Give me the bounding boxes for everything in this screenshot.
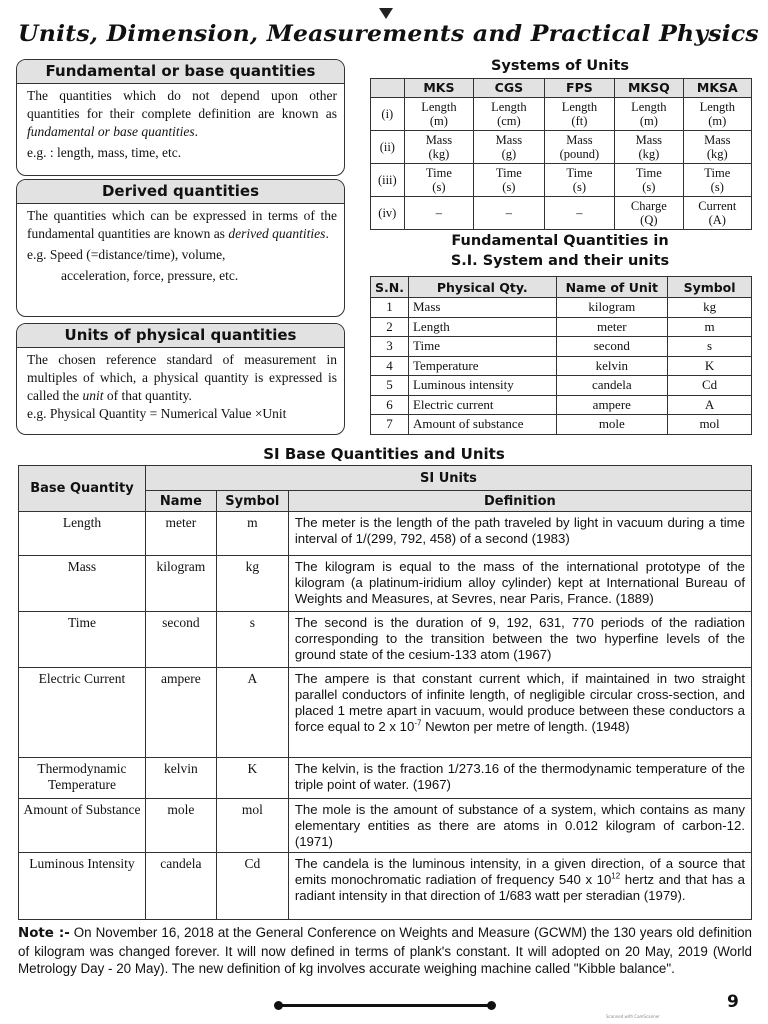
note-text: On November 16, 2018 at the General Conference on Weights and Measure (GCWM) the 130 years old definition of kilogram was changed forever. It will now defined in terms of plank's constant. It will adopted on 20 May, 2019 (World Metrology Day - 20 May). The new definition of kg involves accurate weighing machine called "Kibble balance". [18,925,752,976]
systems-cell [683,98,751,131]
si-unit-symbol: mol [216,799,288,853]
fund-unit: ampere [556,395,668,415]
page-title: Units, Dimension, Measurements and Practical Physics [18,21,759,47]
systems-cell-unit: (cm) [497,114,521,128]
si-unit-symbol: s [216,612,288,668]
systems-cell [474,197,545,230]
si-unit-name: ampere [145,668,216,758]
fund-header-2: Name of Unit [556,277,668,298]
si-quantity: Amount of Substance [19,799,146,853]
si-unit-name: kelvin [145,758,216,799]
si-definition-exponent: 12 [611,871,621,881]
note-label: Note :- [18,926,70,941]
si-quantity: Electric Current [19,668,146,758]
fund-quantity: Temperature [408,356,556,376]
fund-quantity: Amount of substance [408,415,556,435]
units-heading: Units of physical quantities [17,324,344,348]
systems-cell-unit: (kg) [428,147,450,161]
fundamental-heading: Fundamental or base quantities [17,60,344,84]
fund-symbol: s [668,337,752,357]
derived-example-1: e.g. Speed (=distance/time), volume, [27,247,226,262]
fund-quantity: Time [408,337,556,357]
fund-header-1: Physical Qty. [408,277,556,298]
fund-unit: meter [556,317,668,337]
fund-si-title [370,231,750,271]
systems-cell [615,98,683,131]
si-row [19,758,752,799]
si-definition [288,853,751,920]
header-name: Name [145,491,216,512]
systems-cell-unit: (kg) [706,147,728,161]
note [18,924,752,978]
si-unit-name: candela [145,853,216,920]
fund-row [371,356,752,376]
fund-header-3: Symbol [668,277,752,298]
units-box [16,323,345,435]
systems-cell [683,164,751,197]
systems-cell-quantity: – [505,206,512,220]
systems-cell-unit: (s) [502,180,516,194]
systems-cell [544,131,615,164]
systems-cell-unit: (m) [639,114,658,128]
systems-cell [544,98,615,131]
units-example: e.g. Physical Quantity = Numerical Value ×Unit [27,406,287,421]
fund-row [371,298,752,318]
si-definition-exponent: -7 [414,718,422,728]
systems-cell [404,98,473,131]
derived-text: The quantities which can be expressed in terms of the fundamental quantities are known as derived quantities. [27,208,337,241]
si-definition-text: The candela is the luminous intensity, in a given direction, of a source that emits monochromatic radiation of frequency 540 x 10 [294,856,745,887]
fund-row [371,376,752,396]
fund-si-title-line2: S.I. System and their units [450,253,670,269]
si-unit-name: second [145,612,216,668]
fund-row [371,337,752,357]
fund-quantity: Mass [408,298,556,318]
si-row [19,512,752,556]
header-si-units: SI Units [145,466,751,491]
systems-cell-quantity: Time [425,166,452,180]
si-unit-name: kilogram [145,556,216,612]
systems-cell-unit: (s) [432,180,446,194]
systems-cell-quantity: Charge [630,199,667,213]
systems-row [371,98,752,131]
fund-unit: candela [556,376,668,396]
systems-cell [474,131,545,164]
systems-cell-unit: (kg) [638,147,660,161]
si-row [19,853,752,920]
systems-cell-unit: (g) [501,147,517,161]
si-row [19,668,752,758]
systems-cell-quantity: Time [704,166,731,180]
systems-cell-unit: (s) [572,180,586,194]
fund-symbol: K [668,356,752,376]
fund-quantity: Length [408,317,556,337]
si-definition: The kilogram is equal to the mass of the international prototype of the kilogram (a platinum-iridium alloy cylinder) kept at International Bureau of Weights and Measures, at Sevres, near Paris, France. (1889) [288,556,751,612]
systems-cell [474,98,545,131]
systems-cell-quantity: Mass [495,133,523,147]
systems-cell-quantity: Length [561,100,598,114]
systems-cell [615,164,683,197]
systems-cell-quantity: – [576,206,583,220]
systems-header-3: FPS [544,79,615,98]
systems-header-0 [371,79,405,98]
fund-symbol: mol [668,415,752,435]
systems-title: Systems of Units [490,58,630,74]
systems-cell [615,131,683,164]
si-definition-text-end: hertz and that has a radiant intensity in that direction of 1/683 watt per steradian (1979). [294,872,745,903]
si-row [19,799,752,853]
systems-cell [404,164,473,197]
si-quantity: Length [19,512,146,556]
fund-row [371,317,752,337]
fund-symbol: A [668,395,752,415]
si-definition-text: The ampere is that constant current which, if maintained in two straight parallel conductors of infinite length, of negligible circular cross-section, and placed 1 metre apart in vacuum, would produce between these conductors a force equal to 2 x 10 [294,671,745,734]
header-definition: Definition [288,491,751,512]
systems-cell [404,197,473,230]
systems-row-number: (iv) [371,197,405,230]
systems-row [371,131,752,164]
systems-cell-quantity: Mass [566,133,593,147]
systems-cell-quantity: Mass [425,133,453,147]
fund-sn: 2 [371,317,409,337]
footer-rule [278,1004,492,1007]
footer-dot-right [487,1001,496,1010]
systems-header-4: MKSQ [615,79,683,98]
fund-unit: kelvin [556,356,668,376]
systems-header-1: MKS [404,79,473,98]
systems-cell-quantity: – [435,206,443,220]
fund-unit: kilogram [556,298,668,318]
si-row [19,556,752,612]
systems-cell-unit: (Q) [640,213,658,227]
si-definition: The mole is the amount of substance of a system, which contains as many elementary entities as there are atoms in 0.012 kilogram of carbon-12. (1971) [288,799,751,853]
systems-cell-unit: (s) [642,180,656,194]
systems-row-number: (ii) [371,131,405,164]
systems-row [371,197,752,230]
systems-cell-unit: (pound) [559,147,600,161]
systems-cell-quantity: Mass [704,133,731,147]
si-quantity: Luminous Intensity [19,853,146,920]
systems-cell-quantity: Time [566,166,593,180]
si-quantity: Mass [19,556,146,612]
systems-row-number: (i) [371,98,405,131]
si-unit-symbol: K [216,758,288,799]
si-quantity: Time [19,612,146,668]
fund-sn: 6 [371,395,409,415]
si-unit-symbol: A [216,668,288,758]
scanner-watermark: Scanned with CamScanner [606,1014,660,1019]
systems-cell [544,197,615,230]
si-definition: The second is the duration of 9, 192, 631, 770 periods of the radiation corresponding to the transition between the two hyperfine levels of the ground state of the cesium-133 atom (1967) [288,612,751,668]
fund-sn: 4 [371,356,409,376]
systems-cell-unit: (m) [429,114,448,128]
units-text: The chosen reference standard of measurement in multiples of which, a physical quantity is expressed is called the unit of that quantity. [27,352,337,403]
systems-cell [683,197,751,230]
si-unit-symbol: kg [216,556,288,612]
systems-header-5: MKSA [683,79,751,98]
header-base-quantity: Base Quantity [19,466,146,512]
fund-si-table [370,276,752,435]
systems-cell-quantity: Time [495,166,522,180]
si-base-title: SI Base Quantities and Units [263,445,505,463]
si-definition: The kelvin, is the fraction 1/273.16 of the thermodynamic temperature of the triple point of water. (1967) [288,758,751,799]
systems-cell-unit: (m) [708,114,727,128]
fundamental-example: e.g. : length, mass, time, etc. [27,145,182,160]
fund-quantity: Luminous intensity [408,376,556,396]
fund-header-0: S.N. [371,277,409,298]
fund-sn: 5 [371,376,409,396]
si-definition-text-end: Newton per metre of length. (1948) [421,719,630,734]
page-top-marker [379,8,393,19]
fundamental-quantities-box [16,59,345,176]
fund-si-title-line1: Fundamental Quantities in [451,233,669,249]
systems-table [370,78,752,230]
si-unit-name: mole [145,799,216,853]
fund-row [371,395,752,415]
fundamental-text: The quantities which do not depend upon other quantities for their complete definition are known as fundamental or base quantities. [27,88,337,139]
systems-cell-quantity: Current [698,199,737,213]
fund-sn: 3 [371,337,409,357]
page-number: 9 [727,992,739,1012]
systems-cell-unit: (s) [710,180,724,194]
systems-cell-unit: (A) [708,213,726,227]
fund-unit: mole [556,415,668,435]
systems-cell [615,197,683,230]
fund-row [371,415,752,435]
si-row [19,612,752,668]
systems-cell-quantity: Mass [635,133,663,147]
systems-row-number: (iii) [371,164,405,197]
systems-cell [474,164,545,197]
systems-cell [404,131,473,164]
systems-cell-quantity: Time [635,166,662,180]
systems-row [371,164,752,197]
header-symbol: Symbol [216,491,288,512]
derived-quantities-box [16,179,345,317]
derived-example-2: acceleration, force, pressure, etc. [61,268,239,283]
si-unit-symbol: m [216,512,288,556]
si-base-table [18,465,752,920]
si-quantity: Thermodynamic Temperature [19,758,146,799]
systems-cell [683,131,751,164]
fund-quantity: Electric current [408,395,556,415]
systems-cell-unit: (ft) [571,114,588,128]
footer-dot-left [274,1001,283,1010]
si-definition [288,668,751,758]
si-definition: The meter is the length of the path traveled by light in vacuum during a time interval of 1/(299, 792, 458) of a second (1983) [288,512,751,556]
systems-cell-quantity: Length [421,100,457,114]
fund-symbol: kg [668,298,752,318]
fund-unit: second [556,337,668,357]
si-unit-symbol: Cd [216,853,288,920]
systems-cell-quantity: Length [631,100,667,114]
systems-cell-quantity: Length [699,100,735,114]
systems-cell-quantity: Length [491,100,527,114]
fund-sn: 7 [371,415,409,435]
fund-symbol: Cd [668,376,752,396]
fund-symbol: m [668,317,752,337]
derived-heading: Derived quantities [17,180,344,204]
systems-header-2: CGS [474,79,545,98]
fund-sn: 1 [371,298,409,318]
systems-cell [544,164,615,197]
si-unit-name: meter [145,512,216,556]
